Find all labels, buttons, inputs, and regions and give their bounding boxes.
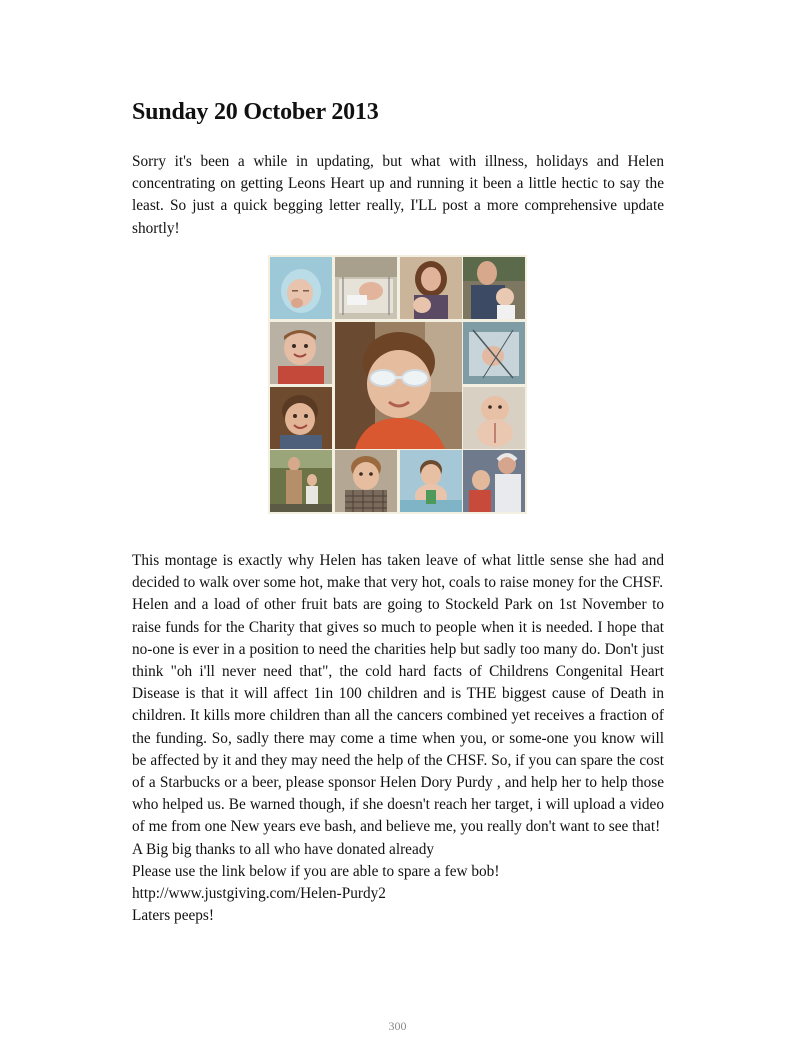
photo-toddler-laughing: [270, 387, 332, 449]
photo-montage: [268, 255, 527, 514]
page-title: Sunday 20 October 2013: [132, 99, 379, 125]
photo-baby-after-surgery: [463, 387, 525, 449]
signoff-line: Laters peeps!: [132, 907, 214, 925]
photo-father-holding-baby: [463, 257, 525, 319]
photo-baby-hospital-cot: [335, 257, 397, 319]
photo-baby-hospital-bed: [463, 322, 525, 384]
photo-newborn-blue-blanket: [270, 257, 332, 319]
thanks-line: A Big big thanks to all who have donated already: [132, 840, 435, 858]
body-text: [132, 550, 664, 927]
intro-paragraph: Sorry it's been a while in updating, but what with illness, holidays and Helen concentrating on getting Leons Heart up and running it been a little hectic to say the least. So just a quick begging letter really, I'LL post a more comprehensive update shortly!: [132, 153, 664, 237]
montage-paragraph: This montage is exactly why Helen has taken leave of what little sense she had and decided to walk over some hot, make that very hot, coals to raise money for the CHSF.: [132, 552, 664, 592]
photo-toddler-in-bath: [400, 450, 462, 512]
photo-toddler-checked-shirt: [335, 450, 397, 512]
photo-mother-holding-baby: [400, 257, 462, 319]
photo-baby-smiling: [270, 322, 332, 384]
photo-toddler-sunglasses: [335, 322, 462, 449]
photo-grandfather-with-toddler: [463, 450, 525, 512]
photo-woman-with-child-outdoors: [270, 450, 332, 512]
donation-link[interactable]: http://www.justgiving.com/Helen-Purdy2: [132, 885, 386, 903]
link-intro-line: Please use the link below if you are able to spare a few bob!: [132, 862, 500, 880]
fundraising-paragraph: Helen and a load of other fruit bats are going to Stockeld Park on 1st November to raise funds for the Charity that gives so much to people when it is needed. I hope that no-one is ever in a position to need the charities help but sadly too many do. Don't just think "oh i'll never need that", the cold hard facts of Childrens Congenital Heart Disease is that it will affect 1in 100 children and is THE biggest cause of Death in children. It kills more children than all the cancers combined yet receives a fraction of the funding. So, sadly there may come a time when you, or some-one you know will be affected by it and they may need the help of the CHSF. So, if you can spare the cost of a Starbucks or a beer, please sponsor Helen Dory Purdy , and help her to help those who helped us. Be warned though, if she doesn't reach her target, i will upload a video of me from one New years eve bash, and believe me, you really don't want to see that!: [132, 596, 664, 836]
page-number: 300: [388, 1019, 407, 1033]
